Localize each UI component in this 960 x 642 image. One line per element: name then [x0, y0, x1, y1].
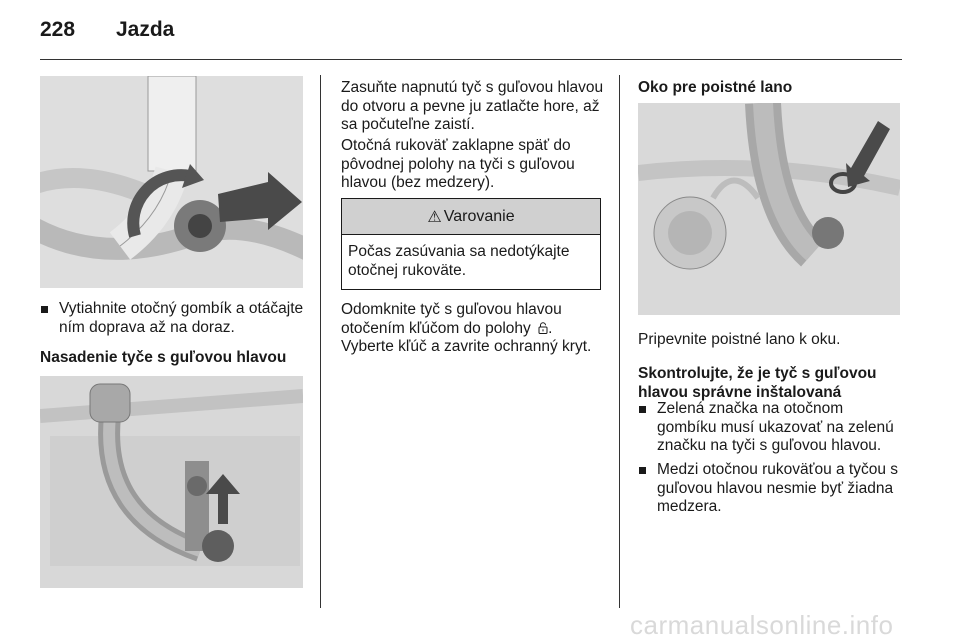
bullet-marker	[639, 406, 646, 413]
warning-box	[341, 198, 601, 290]
paragraph: Odomknite tyč s guľovou hlavou otočením kľúčom do polohy . Vyberte kľúč a zavrite ochranný kryt.	[341, 301, 592, 355]
paragraph: Otočná rukoväť zaklapne späť do pôvodnej polohy na tyči s guľovou hlavou (bez medzery).	[341, 137, 575, 191]
section-heading: Oko pre poistné lano	[638, 79, 793, 96]
page-number: 228	[40, 18, 76, 41]
watermark: carmanualsonline.info	[630, 610, 894, 640]
warning-header	[342, 199, 600, 235]
warning-title: Varovanie	[443, 207, 515, 225]
bullet-text: Medzi otočnou rukoväťou a tyčou s guľovou hlavou nesmie byť žiadna medzera.	[657, 461, 899, 515]
column-divider-1	[320, 75, 321, 608]
bullet-text: Vytiahnite otočný gombík a otáčajte ním doprava až na doraz.	[59, 300, 304, 336]
bullet-item	[638, 461, 908, 517]
header-rule	[40, 59, 902, 60]
bullet-text: Zelená značka na otočnom gombíku musí ukazovať na zelenú značku na tyči s guľovou hlavou.	[657, 400, 894, 454]
bullet-item	[638, 400, 906, 456]
lock-open-icon	[538, 322, 548, 334]
bullet-marker	[639, 467, 646, 474]
bullet-marker	[41, 306, 48, 313]
paragraph-text: Odomknite tyč s guľovou hlavou otočením kľúčom do polohy	[341, 301, 562, 337]
warning-triangle-icon: ⚠	[427, 208, 442, 226]
knob-illustration	[40, 76, 303, 288]
page-title: Jazda	[116, 18, 175, 41]
towbar-insertion-illustration	[40, 376, 303, 588]
paragraph: Pripevnite poistné lano k oku.	[638, 331, 841, 348]
section-heading: Nasadenie tyče s guľovou hlavou	[40, 349, 287, 366]
column-divider-2	[619, 75, 620, 608]
section-heading: Skontrolujte, že je tyč s guľovou hlavou správne inštalovaná	[638, 365, 877, 401]
bullet-item	[40, 300, 312, 337]
safety-cable-eye-illustration	[638, 103, 900, 315]
paragraph: Zasuňte napnutú tyč s guľovou hlavou do otvoru a pevne ju zatlačte hore, až sa počuteľne zaistí.	[341, 79, 604, 133]
warning-text: Počas zasúvania sa nedotýkajte otočnej rukoväte.	[348, 243, 570, 279]
paragraph-text: Vyberte kľúč a zavrite ochranný kryt.	[341, 338, 592, 355]
